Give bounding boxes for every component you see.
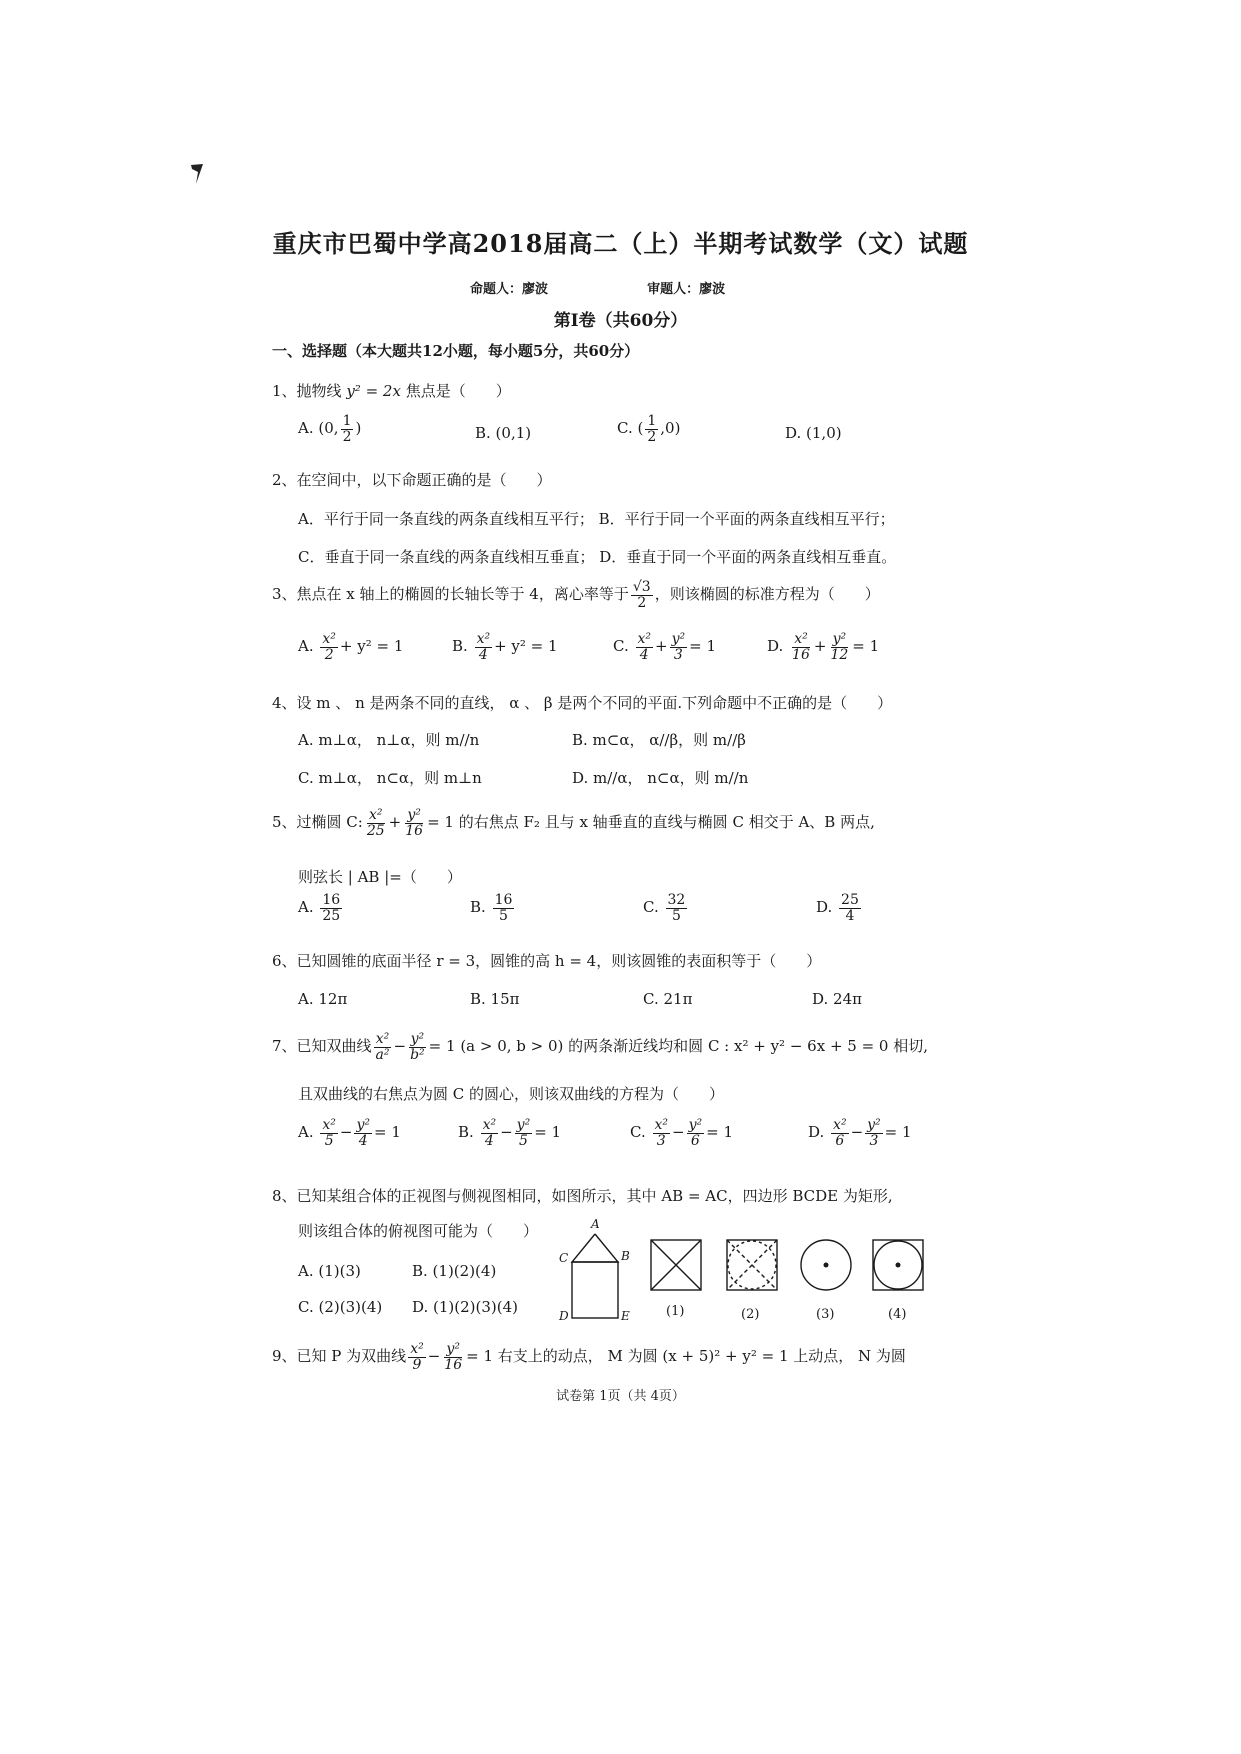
q7-d-minus: − — [850, 1123, 864, 1142]
volume-heading: 第Ⅰ卷（共60分） — [553, 311, 688, 331]
q9-num1: x² — [410, 1341, 424, 1357]
q3-b-den: 4 — [478, 646, 488, 663]
front-view-triangle — [572, 1234, 618, 1262]
q3-d-num1: x² — [794, 631, 808, 647]
q1-option-c — [617, 414, 680, 444]
q3-c-tail: = 1 — [689, 637, 717, 656]
front-view-rectangle — [572, 1262, 618, 1318]
q7-c-num2: y² — [688, 1117, 703, 1133]
q7-a-minus: − — [339, 1123, 353, 1142]
q1-a-num: 1 — [342, 413, 352, 429]
question-1 — [272, 380, 511, 401]
authors — [470, 278, 725, 297]
q5-a-label: A. — [298, 898, 314, 917]
q3-d-frac1 — [790, 632, 812, 662]
q3-option-b — [452, 632, 558, 662]
q7-b-num2: y² — [516, 1117, 531, 1133]
q5-den2: 16 — [405, 822, 424, 839]
q9-frac1 — [408, 1342, 426, 1372]
q3-c-den1: 4 — [639, 646, 649, 663]
fig-label-b: B — [621, 1249, 630, 1263]
q1-c-post: ,0) — [660, 419, 681, 438]
q1-c-den: 2 — [647, 428, 657, 445]
q1-a-post: ) — [355, 419, 362, 438]
q7-a-den2: 4 — [358, 1132, 368, 1149]
q7-d-num1: x² — [833, 1117, 847, 1133]
fig-label-e: E — [621, 1309, 630, 1323]
q7-b-den2: 5 — [518, 1132, 528, 1149]
q8-option-c: C. (2)(3)(4) — [298, 1298, 383, 1316]
q3-c-frac2 — [670, 632, 688, 662]
q3-num: √3 — [632, 579, 651, 595]
q1-a-den: 2 — [342, 428, 352, 445]
q3-option-c — [613, 632, 716, 662]
q5-option-d — [816, 893, 863, 923]
q6-option-c: C. 21π — [643, 990, 693, 1008]
fig-caption-3: (3) — [816, 1307, 835, 1322]
q6-option-b: B. 15π — [470, 990, 520, 1008]
q7-option-d — [808, 1118, 912, 1148]
q7-den1: a² — [375, 1046, 390, 1063]
fig-label-d: D — [559, 1309, 569, 1323]
q7-b-minus: − — [500, 1123, 513, 1142]
q3-a-frac — [320, 632, 338, 662]
q7-minus: − — [393, 1037, 407, 1056]
q5-a-den: 25 — [322, 907, 341, 924]
q7-pre: 7、已知双曲线 — [272, 1037, 372, 1056]
q3-a-label: A. — [298, 637, 314, 656]
q5-option-a — [298, 893, 344, 923]
q7-option-a — [298, 1118, 401, 1148]
q7-a-frac2 — [354, 1118, 372, 1148]
q1-c-label: C. — [617, 419, 633, 438]
q8-option-b: B. (1)(2)(4) — [412, 1262, 497, 1280]
q5-b-label: B. — [470, 898, 486, 917]
q3-frac — [631, 580, 653, 610]
q5-a-num: 16 — [322, 892, 341, 908]
q1-lead: 1、抛物线 — [272, 382, 347, 400]
q5-line2: 则弦长 | AB |=（ ） — [298, 868, 462, 886]
q7-d-den2: 3 — [869, 1132, 879, 1149]
q7-b-frac1 — [481, 1118, 499, 1148]
q6-option-d: D. 24π — [812, 990, 862, 1008]
q5-b-frac — [493, 893, 515, 923]
q7-d-frac2 — [865, 1118, 883, 1148]
fig-caption-4: (4) — [888, 1307, 907, 1322]
q7-option-c — [630, 1118, 733, 1148]
q5-d-num: 25 — [841, 892, 859, 908]
reviewer: 审题人：廖波 — [647, 282, 726, 297]
q5-frac1 — [365, 808, 387, 838]
q7-c-den1: 3 — [656, 1132, 666, 1149]
fig-label-a: A — [591, 1217, 600, 1231]
q7-d-eq: = 1 — [884, 1123, 912, 1142]
q3-b-label: B. — [452, 637, 468, 656]
q3-post: ，则该椭圆的标准方程为（ ） — [654, 585, 880, 604]
q3-a-num: x² — [322, 631, 336, 647]
q3-a-den: 2 — [324, 646, 334, 663]
q8-option-d: D. (1)(2)(3)(4) — [412, 1298, 519, 1316]
q7-a-num1: x² — [322, 1117, 336, 1133]
q5-b-den: 5 — [499, 907, 508, 924]
q5-num2: y² — [407, 807, 421, 823]
q5-c-label: C. — [643, 898, 659, 917]
q3-option-d — [767, 632, 879, 662]
q3-den: 2 — [637, 594, 647, 611]
q9-frac2 — [442, 1342, 464, 1372]
q5-b-num: 16 — [494, 892, 513, 908]
q5-plus: + — [388, 813, 402, 832]
q7-b-eq: = 1 — [534, 1123, 562, 1142]
q3-d-plus: + — [813, 637, 827, 656]
q7-d-label: D. — [808, 1123, 825, 1142]
q3-d-label: D. — [767, 637, 784, 656]
page-footer: 试卷第 1页（共 4页） — [556, 1389, 685, 1404]
q3-d-den2: 12 — [830, 646, 849, 663]
q1-c-pre: ( — [637, 419, 644, 438]
q1-option-d: D. (1,0) — [785, 424, 842, 442]
q5-d-den: 4 — [845, 907, 855, 924]
q7-post: = 1 (a > 0, b > 0) 的两条渐近线均和圆 C : x² + y² − 6x + 5 = 0 相切, — [428, 1037, 929, 1056]
question-5 — [272, 808, 875, 838]
q7-b-frac2 — [515, 1118, 533, 1148]
q2-options-ab: A．平行于同一条直线的两条直线相互平行； B．平行于同一个平面的两条直线相互平行； — [298, 510, 895, 528]
q4-option-d: D. m//α， n⊂α，则 m//n — [572, 769, 749, 787]
q7-d-frac1 — [831, 1118, 849, 1148]
q7-b-label: B. — [458, 1123, 474, 1142]
q3-b-num: x² — [476, 631, 491, 647]
question-3 — [272, 580, 880, 610]
q7-b-num1: x² — [482, 1117, 497, 1133]
q5-c-frac — [666, 893, 688, 923]
top-view-1 — [651, 1240, 701, 1290]
q5-pre: 5、过椭圆 C: — [272, 813, 363, 832]
question-9 — [272, 1342, 906, 1372]
q7-c-frac2 — [687, 1118, 705, 1148]
q5-num1: x² — [369, 807, 383, 823]
q7-den2: b² — [410, 1046, 425, 1063]
fig-caption-2: (2) — [741, 1307, 760, 1322]
q8-option-a: A. (1)(3) — [298, 1262, 361, 1280]
q1-a-label: A. — [298, 419, 314, 438]
fig-label-c: C — [559, 1251, 569, 1265]
q3-c-frac1 — [636, 632, 654, 662]
q4-option-c: C. m⊥α， n⊂α，则 m⊥n — [298, 769, 482, 787]
q7-d-den1: 6 — [835, 1132, 845, 1149]
q7-frac2 — [408, 1032, 427, 1062]
q4-option-a: A. m⊥α， n⊥α，则 m//n — [298, 731, 480, 749]
q3-d-tail: = 1 — [852, 637, 880, 656]
question-7 — [272, 1032, 928, 1062]
q8-figure — [555, 1210, 945, 1325]
q9-post: = 1 右支上的动点， M 为圆 (x + 5)² + y² = 1 上动点， N 为圆 — [466, 1347, 906, 1366]
q3-c-num2: y² — [671, 631, 686, 647]
q7-d-num2: y² — [867, 1117, 881, 1133]
q7-c-den2: 6 — [690, 1132, 700, 1149]
q5-d-frac — [839, 893, 861, 923]
q1-c-num: 1 — [647, 413, 657, 429]
section-heading: 一、选择题（本大题共12小题，每小题5分，共60分） — [272, 342, 640, 360]
q3-c-plus: + — [655, 637, 668, 656]
q3-d-den1: 16 — [792, 646, 810, 663]
q7-option-b — [458, 1118, 561, 1148]
q5-den1: 25 — [366, 822, 385, 839]
q3-option-a — [298, 632, 403, 662]
q1-a-frac — [341, 414, 354, 444]
q3-c-den2: 3 — [673, 646, 683, 663]
q7-c-eq: = 1 — [706, 1123, 734, 1142]
q7-c-frac1 — [653, 1118, 671, 1148]
q7-line2: 且双曲线的右焦点为圆 C 的圆心，则该双曲线的方程为（ ） — [298, 1085, 725, 1103]
q7-c-label: C. — [630, 1123, 646, 1142]
q3-c-label: C. — [613, 637, 629, 656]
q1-c-frac — [645, 414, 658, 444]
q8-line2: 则该组合体的俯视图可能为（ ） — [298, 1222, 539, 1240]
q1-tail: 焦点是（ ） — [400, 382, 511, 400]
q1-math: y² = 2x — [346, 382, 401, 400]
q5-d-label: D. — [816, 898, 833, 917]
q7-num1: x² — [375, 1031, 390, 1047]
q5-c-num: 32 — [667, 892, 686, 908]
q5-a-frac — [320, 893, 342, 923]
q5-option-c — [643, 893, 689, 923]
q9-den1: 9 — [412, 1356, 422, 1373]
question-2: 2、在空间中，以下命题正确的是（ ） — [272, 471, 552, 489]
q7-a-eq: = 1 — [374, 1123, 401, 1142]
q3-d-num2: y² — [832, 631, 847, 647]
q7-a-frac1 — [320, 1118, 338, 1148]
setter: 命题人：廖波 — [470, 282, 549, 297]
question-4: 4、设 m 、 n 是两条不同的直线， α 、 β 是两个不同的平面.下列命题中不正确的是（ ） — [272, 694, 893, 712]
fig-caption-1: (1) — [666, 1304, 685, 1319]
question-6: 6、已知圆锥的底面半径 r = 3，圆锥的高 h = 4，则该圆锥的表面积等于（ ） — [272, 952, 822, 970]
q3-b-tail: + y² = 1 — [494, 637, 558, 656]
q9-pre: 9、已知 P 为双曲线 — [272, 1347, 407, 1366]
q3-c-num1: x² — [637, 631, 652, 647]
q5-c-den: 5 — [671, 907, 681, 924]
q9-num2: y² — [446, 1341, 460, 1357]
q5-post: = 1 的右焦点 F₂ 且与 x 轴垂直的直线与椭圆 C 相交于 A、B 两点, — [427, 813, 875, 832]
q6-option-a: A. 12π — [298, 990, 348, 1008]
q7-num2: y² — [410, 1031, 425, 1047]
q3-pre: 3、焦点在 x 轴上的椭圆的长轴长等于 4，离心率等于 — [272, 585, 629, 604]
q5-frac2 — [403, 808, 425, 838]
q7-a-num2: y² — [356, 1117, 371, 1133]
corner-mark — [190, 163, 204, 189]
q9-den2: 16 — [444, 1356, 463, 1373]
q7-b-den1: 4 — [484, 1132, 494, 1149]
q2-options-cd: C．垂直于同一条直线的两条直线相互垂直； D．垂直于同一个平面的两条直线相互垂直。 — [298, 548, 897, 566]
question-8: 8、已知某组合体的正视图与侧视图相同，如图所示，其中 AB = AC，四边形 BCDE 为矩形, — [272, 1187, 893, 1205]
q4-option-b: B. m⊂α， α//β，则 m//β — [572, 731, 746, 749]
q3-a-tail: + y² = 1 — [339, 637, 404, 656]
top-view-2 — [727, 1240, 777, 1290]
q1-a-pre: (0, — [318, 419, 339, 438]
q7-c-minus: − — [672, 1123, 685, 1142]
q5-option-b — [470, 893, 516, 923]
q3-b-frac — [475, 632, 493, 662]
page-title: 重庆市巴蜀中学高2018届高二（上）半期考试数学（文）试题 — [272, 229, 969, 258]
q9-minus: − — [427, 1347, 441, 1366]
q7-a-label: A. — [298, 1123, 314, 1142]
q3-d-frac2 — [828, 632, 850, 662]
q1-option-a — [298, 414, 361, 444]
q7-frac1 — [374, 1032, 392, 1062]
q7-c-num1: x² — [654, 1117, 669, 1133]
q7-a-den1: 5 — [324, 1132, 334, 1149]
q1-option-b: B. (0,1) — [475, 424, 532, 442]
